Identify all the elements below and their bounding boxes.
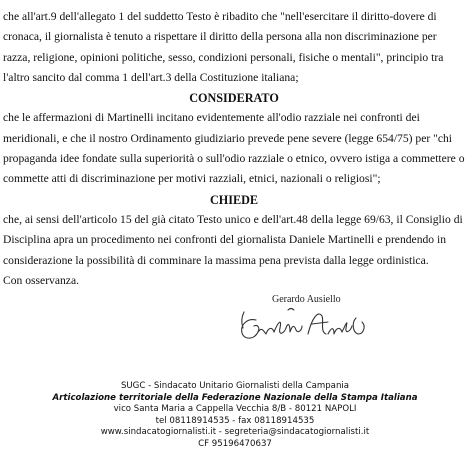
text-line: considerazione la possibilità di comminare la massima pena prevista dalla legge ordinistica.: [3, 253, 429, 267]
signature-block: [228, 288, 388, 346]
signatory-name: Gerardo Ausiello: [272, 294, 341, 305]
paragraph-chiede: [3, 210, 465, 271]
footer-web-email: www.sindacatogiornalisti.it - segreteria@sindacatogiornalisti.it: [100, 427, 370, 437]
text-line: propaganda idee fondate sulla superiorità o sull'odio razziale o etnico, ovvero istiga a commettere o: [3, 152, 465, 166]
text-line: che le affermazioni di Martinelli incitano evidentemente all'odio razziale nei confronti dei: [3, 111, 420, 125]
text-line: cronaca, il giornalista è tenuto a rispettare il diritto della persona alla non discriminazione per: [3, 30, 437, 44]
heading-chiede: CHIEDE: [209, 192, 259, 207]
footer-affiliation: Articolazione territoriale della Federazione Nazionale della Stampa Italiana: [52, 392, 418, 403]
text-line: che all'art.9 dell'allegato 1 del suddetto Testo è ribadito che "nell'esercitare il diritto-dovere di: [3, 10, 437, 23]
paragraph-considerato: [3, 108, 465, 189]
text-line: razza, religione, opinioni politiche, sesso, condizioni personali, fisiche o mentali", principio tra: [3, 50, 444, 64]
text-line: l'altro sancito dal comma 1 dell'art.3 della Costituzione italiana;: [3, 70, 299, 84]
text-line: meridionali, e che il nostro Ordinamento giudiziario prevede pene severe (legge 654/75) per "chi: [3, 131, 452, 145]
footer-address: vico Santa Maria a Cappella Vecchia 8/B - 80121 NAPOLI: [113, 404, 357, 414]
paragraph-art9: [3, 7, 465, 88]
text-line: Disciplina apra un procedimento nei confronti del giornalista Daniele Martinelli e prendendo in: [3, 233, 446, 247]
footer-tax-code: CF 95196470637: [198, 438, 272, 449]
letter-body: [3, 7, 465, 291]
footer-phone-fax: tel 08118914535 - fax 08118914535: [155, 415, 315, 426]
heading-considerato: CONSIDERATO: [189, 91, 279, 106]
text-line: che, ai sensi dell'articolo 15 del già citato Testo unico e dell'art.48 della legge 69/63, il Consiglio di: [3, 212, 463, 226]
text-line: commette atti di discriminazione per motivi razziali, etnici, nazionali o religiosi";: [3, 172, 381, 186]
footer-org-name: SUGC - Sindacato Unitario Giornalisti della Campania: [120, 381, 350, 391]
closing-line: Con osservanza.: [3, 273, 79, 287]
letterhead-footer: [0, 381, 470, 450]
handwritten-signature: [228, 288, 388, 346]
